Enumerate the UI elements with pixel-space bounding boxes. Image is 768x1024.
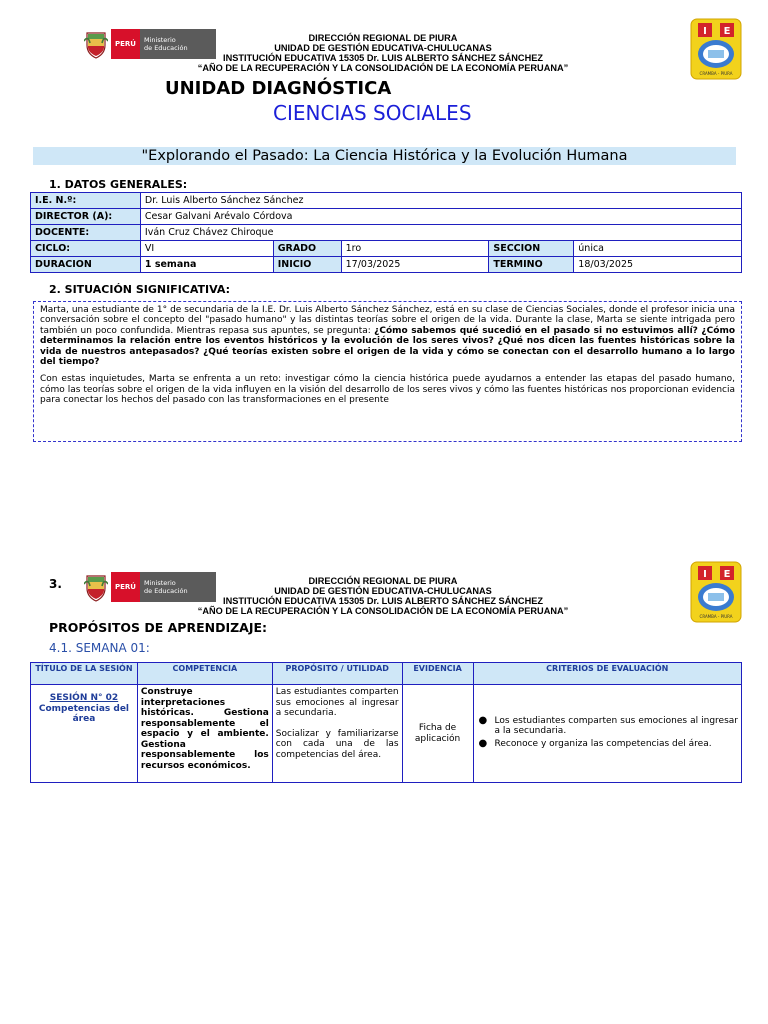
subject-title: CIENCIAS SOCIALES [273,101,472,125]
institution-header: DIRECCIÓN REGIONAL DE PIURA UNIDAD DE GESTIÓN EDUCATIVA-CHULUCANAS INSTITUCIÓN EDUCATIVA 15305 Dr. LUIS ALBERTO SÁNCHEZ SÁNCHEZ “AÑO DE LA RECUPERACIÓN Y LA CONSOLIDACIÓN DE LA ECONOMÍA PERUANA” [197,33,569,73]
section-situacion-title: 2. SITUACIÓN SIGNIFICATIVA: [49,283,231,296]
school-logo-2 [690,561,742,627]
inicio-value: 17/03/2025 [341,257,489,273]
col-proposito: PROPÓSITO / UTILIDAD [272,663,402,685]
svg-text:E: E [723,26,731,37]
session-name: Competencias del área [38,703,130,724]
col-competencia: COMPETENCIA [137,663,272,685]
termino-label: TERMINO [489,257,574,273]
seccion-label: SECCION [489,241,574,257]
ciclo-value: VI [140,241,273,257]
proposito-1: Las estudiantes comparten sus emociones al ingresar a secundaria. [275,687,399,718]
situacion-paragraph-2: Con estas inquietudes, Marta se enfrenta a un reto: investigar cómo la ciencia histórica puede ayudarnos a entender las etapas del pasado humano, cómo las teorías sobre el origen de la vida influyen en la visión del desarrollo de los seres vivos y cómo las fuentes históricas nos proporcionan evidencia para conectar los hechos del pasado con las transformaciones en el presente [40,374,735,406]
table-row [31,685,742,783]
docente-label: DOCENTE: [31,225,141,241]
grado-value: 1ro [341,241,489,257]
school-crest-icon [690,18,742,80]
session-number: SESIÓN N° 02 [49,693,119,703]
criterio-item: ● Los estudiantes comparten sus emociones al ingresar a la secundaria. [495,716,738,737]
director-label: DIRECTOR (A): [31,209,141,225]
section-datos-generales-title: 1. DATOS GENERALES: [49,178,188,191]
datos-generales-table [30,192,742,273]
director-value: Cesar Galvani Arévalo Córdova [140,209,741,225]
duracion-value: 1 semana [140,257,273,273]
propositos-table [30,662,742,783]
svg-text:E: E [723,569,731,580]
session-cell [31,685,138,783]
docente-value: Iván Cruz Chávez Chiroque [140,225,741,241]
svg-text:I: I [703,26,707,37]
situacion-significativa-box [33,301,742,442]
svg-text:I: I [703,569,707,580]
ie-value: Dr. Luis Alberto Sánchez Sánchez [140,193,741,209]
svg-text:CRAMBA - PIURA: CRAMBA - PIURA [699,614,733,619]
ciclo-label: CICLO: [31,241,141,257]
school-crest-icon [690,561,742,623]
school-logo [690,18,742,84]
minedu-ministry-label: Ministerio de Educación [140,572,216,602]
proposito-cell [272,685,402,783]
criterio-item: ● Reconoce y organiza las competencias del área. [495,739,738,750]
peru-shield-icon [84,29,108,59]
week-title: 4.1. SEMANA 01: [49,641,150,655]
col-criterios: CRITERIOS DE EVALUACIÓN [473,663,741,685]
section-3-number: 3. [49,577,62,591]
grado-label: GRADO [273,241,341,257]
unit-title: UNIDAD DIAGNÓSTICA [165,78,392,99]
seccion-value: única [574,241,742,257]
col-titulo-sesion: TÍTULO DE LA SESIÓN [31,663,138,685]
evidencia-cell: Ficha de aplicación [402,685,473,783]
minedu-peru-label: PERÚ [111,29,140,59]
section-propositos-title: PROPÓSITOS DE APRENDIZAJE: [49,620,268,635]
ie-label: I.E. N.º: [31,193,141,209]
col-evidencia: EVIDENCIA [402,663,473,685]
proposito-2: Socializar y familiarizarse con cada una de las competencias del área. [275,728,399,760]
unit-banner: "Explorando el Pasado: La Ciencia Histórica y la Evolución Humana [33,147,736,165]
duracion-label: DURACION [31,257,141,273]
peru-shield-icon [84,572,108,602]
competencia-cell: Construye interpretaciones históricas. Gestiona responsablemente el espacio y el ambiente. Gestiona responsablemente los recursos económicos. [137,685,272,783]
institution-header-2: DIRECCIÓN REGIONAL DE PIURA UNIDAD DE GESTIÓN EDUCATIVA-CHULUCANAS INSTITUCIÓN EDUCATIVA 15305 Dr. LUIS ALBERTO SÁNCHEZ SÁNCHEZ “AÑO DE LA RECUPERACIÓN Y LA CONSOLIDACIÓN DE LA ECONOMÍA PERUANA” [197,576,569,616]
situacion-paragraph-1: Marta, una estudiante de 1° de secundaria de la I.E. Dr. Luis Alberto Sánchez Sánchez, está en su clase de Ciencias Sociales, donde el profesor inicia una conversación sobre el concepto del "pasado humano" y las distintas teorías sobre el origen de la vida. Durante la clase, Marta se siente intrigada pero también un poco confundida. Mientras repasa sus apuntes, se pregunta: ¿Cómo sabemos qué sucedió en el pasado si no estuvimos allí? ¿Cómo determinamos la relación entre los eventos históricos y la evolución de los seres vivos? ¿Qué nos dicen las fuentes históricas sobre la vida de nuestros antepasados? ¿Qué teorías existen sobre el origen de la vida y cómo se conectan con el desarrollo humano a lo largo del tiempo? [40,305,736,368]
termino-value: 18/03/2025 [574,257,742,273]
svg-text:CRAMBA - PIURA: CRAMBA - PIURA [699,71,733,76]
criterios-cell [473,685,741,783]
minedu-ministry-label: Ministerio de Educación [140,29,216,59]
inicio-label: INICIO [273,257,341,273]
minedu-peru-label: PERÚ [111,572,140,602]
